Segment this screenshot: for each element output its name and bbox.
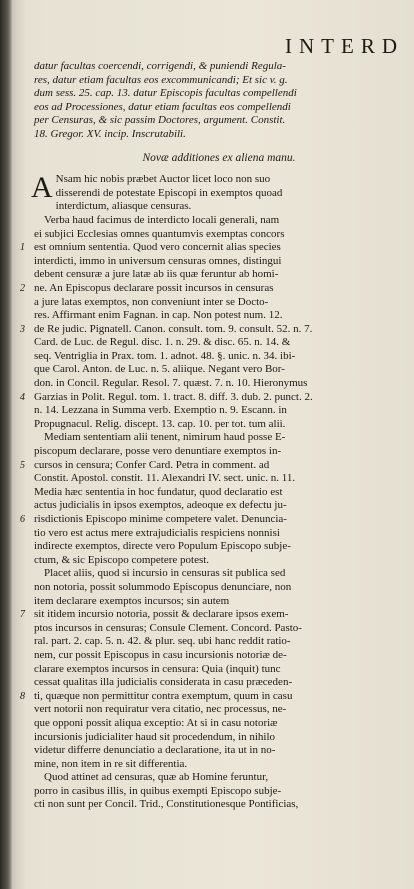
line-text: Mediam sententiam alii tenent, nimirum haud posse E-: [44, 431, 286, 444]
line-text: clarare exemptos incursos in censura: Quia (inquit) tunc: [34, 662, 281, 675]
line-text: porro in casibus illis, in quibus exempti Episcopo subje-: [34, 784, 282, 797]
line-text: piscopum declarare, posse vero denuntiare exemptos in-: [34, 445, 282, 458]
text-line: [34, 431, 404, 445]
line-text: n. 14. Lezzana in Summa verb. Exemptio n. 9. Escann. in: [34, 404, 287, 417]
text-line: [34, 173, 404, 187]
text-line: [34, 214, 404, 228]
text-line: [34, 622, 404, 636]
text-line: [34, 404, 404, 418]
line-text: interdicti, immo in universum censuras omnes, distingui: [34, 254, 282, 267]
text-line: [20, 322, 404, 337]
paragraph: [20, 431, 404, 567]
line-text: actus judicialis in ipsos exemptos, adeoque ex defectu ju-: [34, 499, 287, 512]
marginal-note-number: 7: [20, 609, 25, 621]
marginal-note-number: 8: [20, 690, 25, 702]
paragraph: [34, 771, 404, 812]
marginal-note-number: 1: [20, 242, 25, 254]
text-line: [34, 798, 404, 812]
line-text: debent censuræ a jure latæ ab iis quæ feruntur ab homi-: [34, 268, 279, 281]
drop-cap: A: [31, 171, 53, 205]
line-text: disserendi de potestate Episcopi in exemptos quoad: [55, 186, 283, 199]
line-text: ptos incursos in censuras; Consule Clement. Concord. Pasto-: [34, 621, 302, 634]
line-text: Constit. Apostol. constit. 11. Alexandri IV. sect. unic. n. 11.: [34, 472, 296, 485]
text-line: [20, 281, 404, 296]
text-line: [34, 350, 404, 364]
marginal-note-number: 3: [20, 323, 25, 335]
text-line: [20, 689, 404, 704]
text-line: [20, 608, 404, 622]
text-line: [34, 676, 404, 690]
line-text: de Re judic. Pignatell. Canon. consult. tom. 9. consult. 52. n. 7.: [34, 322, 313, 335]
running-head: INTERD: [285, 34, 404, 58]
line-text: incursionis judicialiter haud sit procedendum, in nihilo: [34, 730, 276, 743]
page-text: [20, 60, 404, 812]
text-line: [34, 527, 404, 541]
line-text: ne. An Episcopus declarare possit incursos in censuras: [34, 281, 274, 294]
text-line: per Censuras, & sic passim Doctores, argument. Constit.: [34, 114, 286, 127]
text-line: [34, 540, 404, 554]
text-line: 18. Gregor. XV. incip. Inscrutabili.: [34, 127, 186, 140]
text-line: [34, 363, 404, 377]
text-line: [34, 499, 404, 513]
line-text: Propugnacul. Relig. discept. 13. cap. 10. per tot. tum alii.: [34, 417, 286, 430]
text-line: [20, 458, 404, 473]
marginal-note-number: 5: [20, 459, 25, 471]
text-line: [34, 228, 404, 242]
text-line: [20, 241, 404, 255]
line-text: tio vero est actus mere extrajudicialis respiciens nonnisi: [34, 526, 280, 539]
paragraph: [20, 567, 404, 771]
line-text: cti non sunt per Concil. Trid., Constitutionesque Pontificias,: [34, 798, 299, 811]
line-text: indirecte exemptos, directe vero Populum Episcopo subje-: [34, 540, 291, 553]
text-line: [34, 486, 404, 500]
marginal-note-number: 4: [20, 391, 25, 403]
line-text: ei subjici Ecclesias omnes quantumvis exemptas concors: [34, 227, 285, 240]
line-text: Quod attinet ad censuras, quæ ab Homine feruntur,: [44, 771, 269, 784]
paragraph: [20, 213, 404, 432]
text-line: [34, 731, 404, 745]
line-text: non notoria, possit solummodo Episcopus denunciare, non: [34, 580, 292, 593]
text-line: [34, 200, 404, 214]
line-text: res. Affirmant enim Fagnan. in cap. Non potest num. 12.: [34, 309, 283, 322]
line-text: a jure latas exemptos, non conveniunt inter se Docto-: [34, 295, 269, 308]
text-line: [34, 567, 404, 581]
line-text: don. in Concil. Regular. Resol. 7. quæst. 7. n. 10. Hieronymus: [34, 377, 308, 390]
line-text: Media hæc sententia in hoc fundatur, quod declaratio est: [34, 485, 283, 498]
line-text: Verba haud facimus de interdicto locali generali, nam: [44, 213, 280, 226]
line-text: ral. part. 2. cap. 5. n. 42. & plur. seq. ubi hanc reddit ratio-: [34, 635, 291, 648]
text-line: [34, 309, 404, 323]
text-line: res, datur etiam facultas eos excommunicandi; Et sic v. g.: [34, 73, 288, 86]
line-text: que opponi possit aliqua exceptio: At si in casu notoriæ: [34, 716, 278, 729]
body-paragraphs: [20, 171, 404, 812]
text-line: [34, 377, 404, 391]
text-line: [34, 771, 404, 785]
marginal-note-number: 2: [20, 282, 25, 294]
line-text: seq. Ventriglia in Prax. tom. 1. adnot. 48. §. unic. n. 34. ibi-: [34, 349, 296, 362]
text-line: [34, 649, 404, 663]
text-line: [34, 296, 404, 310]
text-line: [20, 513, 404, 527]
text-line: [34, 744, 404, 758]
text-line: dum sess. 25. cap. 13. datur Episcopis facultas compellendi: [34, 87, 297, 100]
line-text: nem, cur possit Episcopus in casu incursionis notoriæ de-: [34, 648, 287, 661]
text-line: [34, 418, 404, 432]
text-line: [34, 336, 404, 350]
text-line: [34, 717, 404, 731]
text-line: [34, 785, 404, 799]
text-line: [34, 635, 404, 649]
text-line: [34, 187, 404, 201]
line-text: que Carol. Anton. de Luc. n. 5. aliique. Negant vero Bor-: [34, 363, 285, 376]
text-line: datur facultas coercendi, corrigendi, & puniendi Regula-: [34, 60, 286, 72]
line-text: sit itidem incursio notoria, possit & declarare ipsos exem-: [34, 608, 289, 621]
line-text: interdictum, aliasque censuras.: [55, 200, 192, 213]
book-gutter: [0, 0, 12, 889]
top-paragraph: [34, 60, 404, 142]
line-text: Garzias in Polit. Regul. tom. 1. tract. 8. diff. 3. dub. 2. punct. 2.: [34, 390, 313, 403]
text-line: [34, 663, 404, 677]
line-text: Card. de Luc. de Regul. disc. 1. n. 29. & disc. 65. n. 14. &: [34, 336, 291, 349]
text-line: [34, 472, 404, 486]
line-text: ti, quæque non permittitur contra exemptum, quum in casu: [34, 689, 293, 702]
line-text: mine, non item in re sit differentia.: [34, 757, 188, 770]
line-text: cessat qualitas illa judicialis considerata in casu præceden-: [34, 676, 293, 689]
line-text: cursos in censura; Confer Card. Petra in comment. ad: [34, 458, 270, 471]
text-line: [34, 268, 404, 282]
text-line: eos ad Processiones, datur etiam facultas eos compellendi: [34, 100, 291, 113]
text-line: [34, 595, 404, 609]
line-text: ctum, & sic Episcopo competere potest.: [34, 553, 210, 566]
text-line: [34, 703, 404, 717]
line-text: Placet aliis, quod si incursio in censuras sit publica sed: [44, 567, 286, 580]
text-line: [34, 581, 404, 595]
text-line: [34, 758, 404, 772]
text-line: [34, 554, 404, 568]
marginal-note-number: 6: [20, 514, 25, 525]
line-text: vert notorii non requiratur vera citatio, nec processus, ne-: [34, 703, 287, 716]
section-heading: Novæ additiones ex aliena manu.: [142, 151, 296, 164]
text-line: [34, 255, 404, 269]
text-line: [20, 390, 404, 405]
line-text: Nsam hic nobis præbet Auctor licet loco non suo: [55, 173, 271, 186]
paragraph: [31, 171, 404, 214]
line-text: item declarare exemptos incursos; sin autem: [34, 594, 230, 607]
text-line: [34, 445, 404, 459]
line-text: est omnium sententia. Quod vero concernit alias species: [34, 241, 281, 254]
line-text: videtur differre denunciatio a declaratione, ita ut in no-: [34, 744, 276, 757]
line-text: risdictionis Episcopo minime competere valet. Denuncia-: [34, 513, 287, 525]
